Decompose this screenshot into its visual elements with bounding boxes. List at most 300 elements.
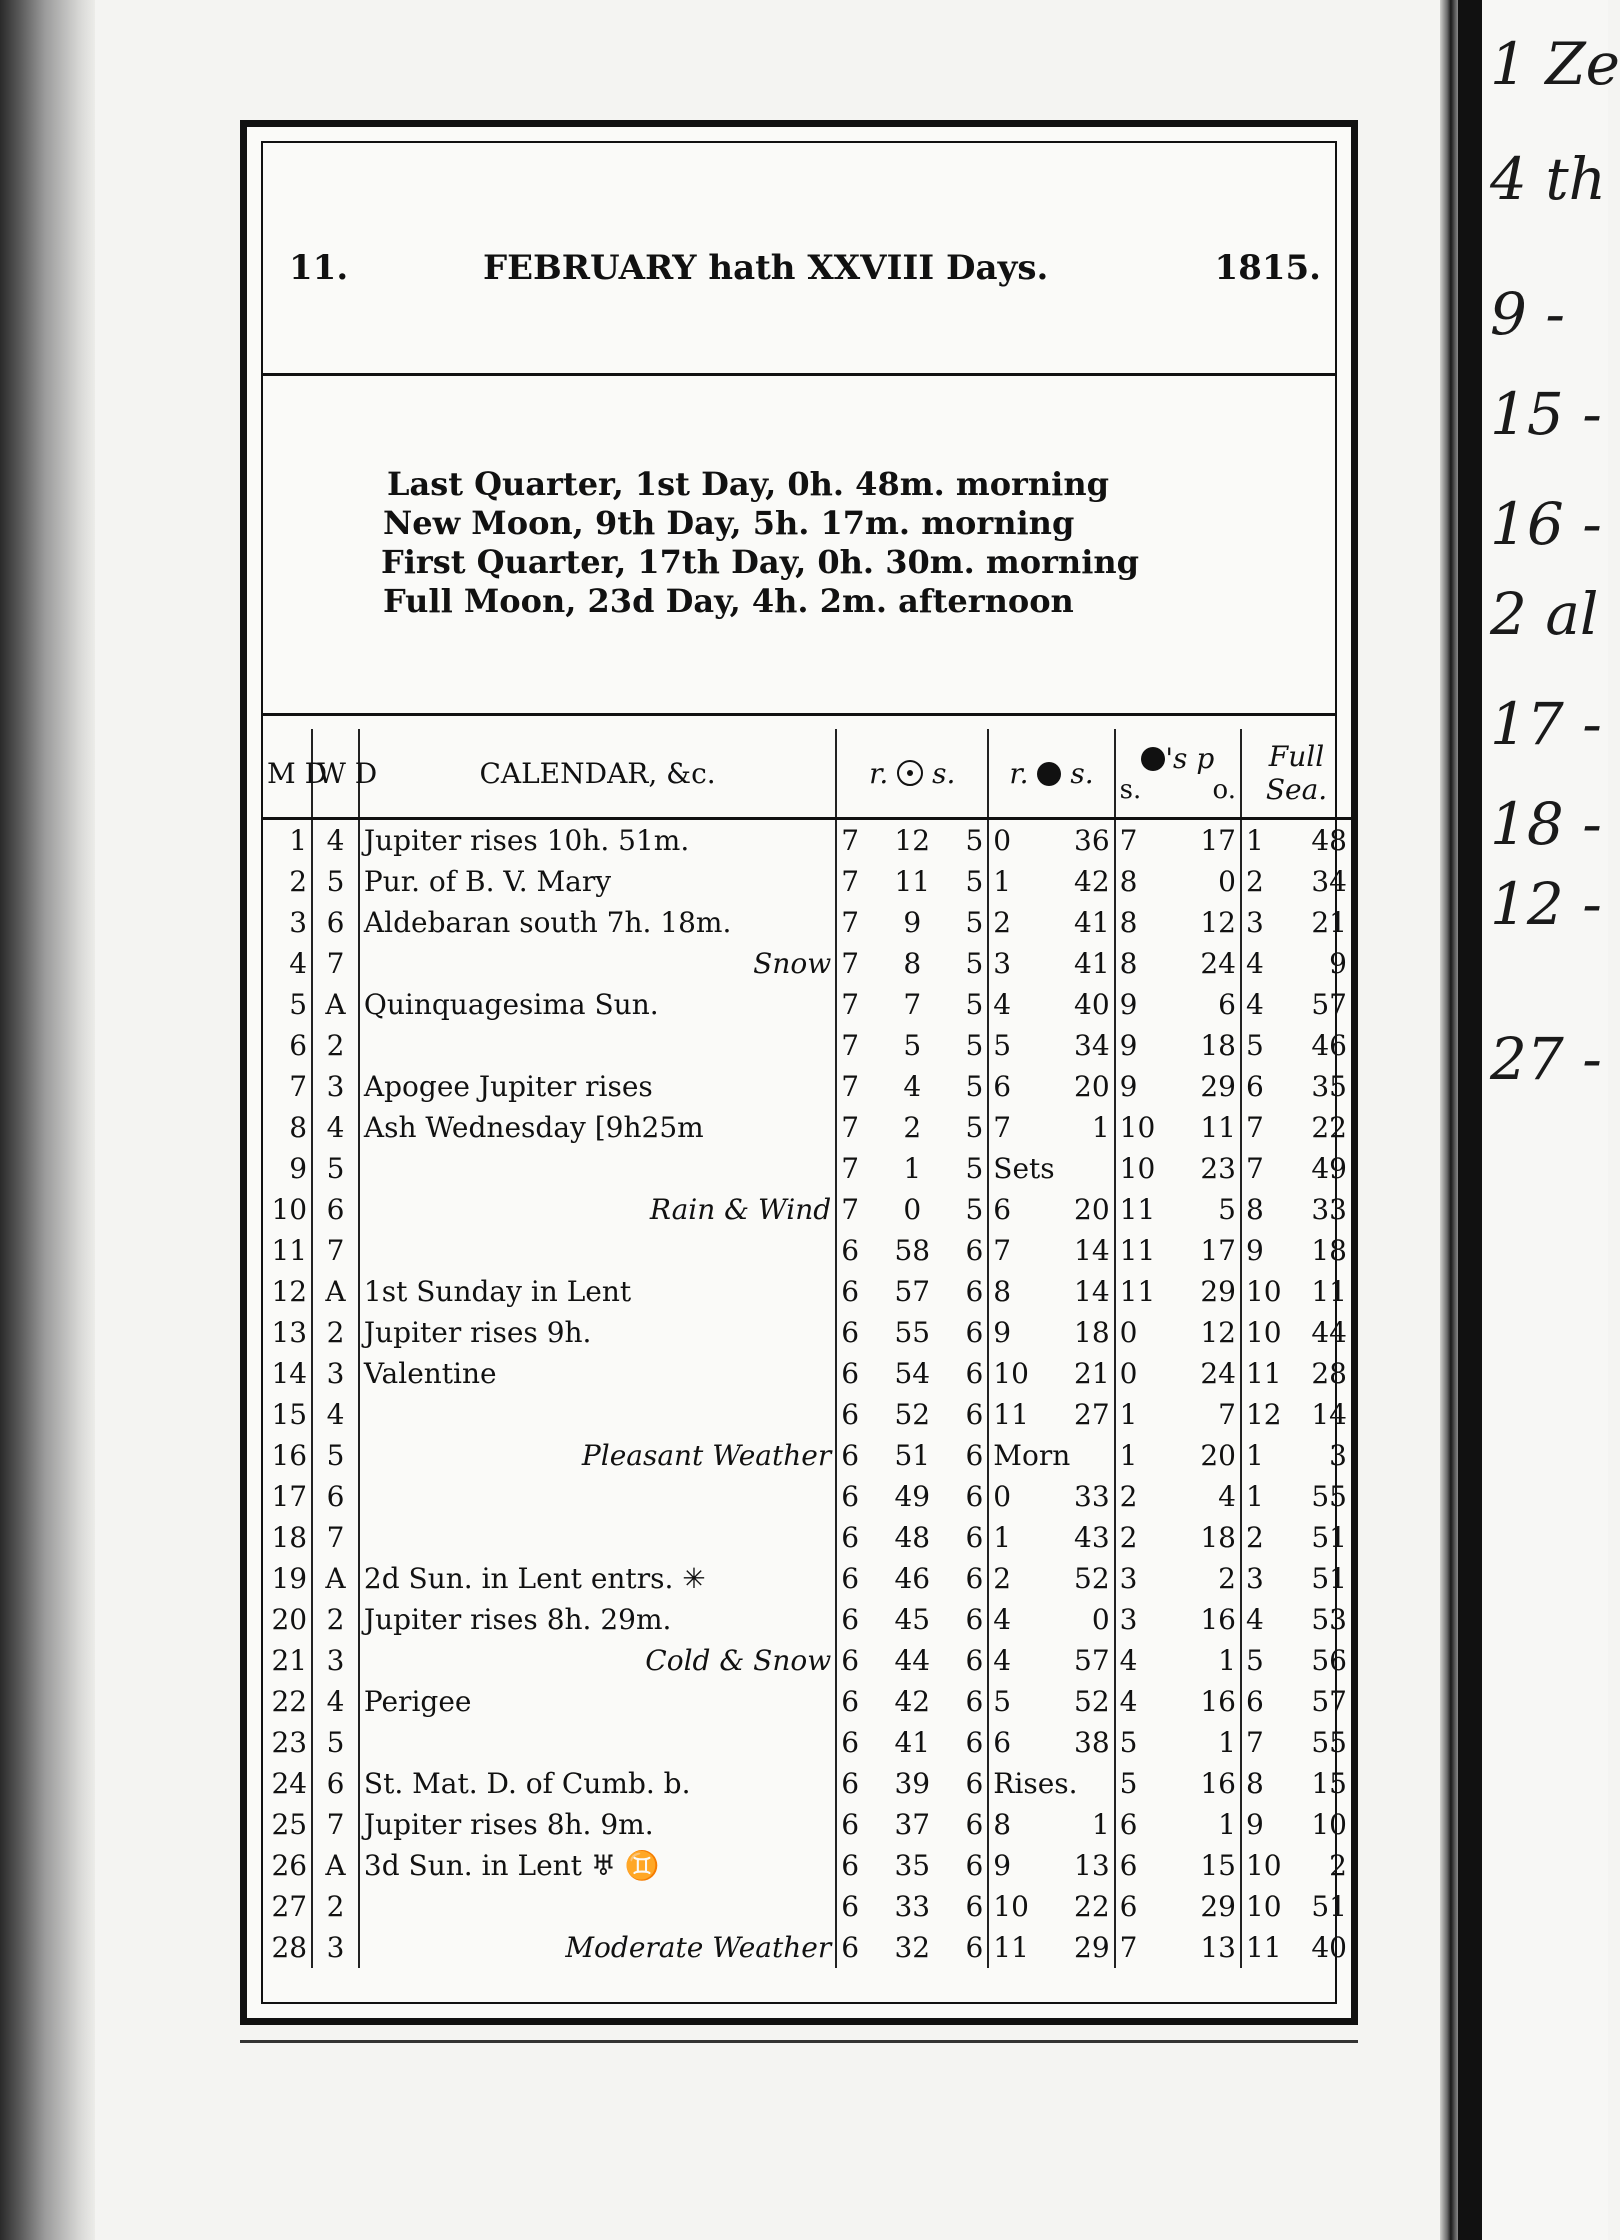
cell-week-day: A: [312, 984, 359, 1025]
sea-min: 15: [1311, 1767, 1347, 1800]
moon-min: 40: [1074, 988, 1110, 1021]
moon-hour: 2: [993, 1562, 1012, 1595]
page-header: [263, 248, 1335, 308]
south-min: 18: [1200, 1029, 1236, 1062]
cell-month-day: 13: [271, 1316, 308, 1349]
cell-moon-south: [1115, 1435, 1241, 1476]
south-hour: 2: [1119, 1480, 1138, 1513]
moon-min: 14: [1074, 1275, 1110, 1308]
cell-moon: [988, 819, 1114, 862]
cell-week-day: 5: [312, 1435, 359, 1476]
cell-full-sea: [1241, 1927, 1351, 1968]
moon-min: 33: [1074, 1480, 1110, 1513]
table-row: [263, 819, 1351, 862]
cell-month-day: 15: [271, 1398, 308, 1431]
almanac-frame: [240, 120, 1358, 2025]
south-hour: 7: [1119, 824, 1138, 857]
cell-calendar-note: Jupiter rises 9h.: [359, 1312, 836, 1353]
moon-icon: [1141, 747, 1165, 771]
cell-full-sea: [1241, 1066, 1351, 1107]
sea-hour: 1: [1245, 824, 1264, 857]
sun-rise-min: 4: [903, 1070, 922, 1103]
south-min: 2: [1218, 1562, 1236, 1595]
cell-sun: [836, 1312, 988, 1353]
sun-rise-min: 39: [894, 1767, 931, 1800]
sun-rise-min: 58: [894, 1234, 931, 1267]
sea-min: 57: [1311, 1685, 1347, 1718]
book-gutter-shadow: [1458, 0, 1482, 2240]
cell-month-day: 28: [271, 1931, 308, 1964]
moon-min: 20: [1074, 1193, 1110, 1226]
sea-min: 44: [1311, 1316, 1347, 1349]
cell-moon: [988, 1435, 1114, 1476]
cell-sun: [836, 1558, 988, 1599]
sun-rise-hour: 7: [841, 988, 860, 1021]
moon-phases: [381, 465, 1139, 621]
sea-min: 3: [1329, 1439, 1347, 1472]
sun-set-hour: 6: [965, 1808, 984, 1841]
page-number: 11.: [289, 248, 349, 288]
table-row: [263, 1722, 1351, 1763]
cell-calendar-note: Perigee: [359, 1681, 836, 1722]
south-hour: 9: [1119, 988, 1138, 1021]
sun-rise-min: 57: [894, 1275, 931, 1308]
cell-moon-south: [1115, 1640, 1241, 1681]
moon-min: 41: [1074, 947, 1110, 980]
cell-moon-south: [1115, 1558, 1241, 1599]
south-min: 7: [1218, 1398, 1236, 1431]
cell-moon: [988, 943, 1114, 984]
cell-full-sea: [1241, 1189, 1351, 1230]
cell-calendar-note: [359, 1886, 836, 1927]
moon-min: 57: [1074, 1644, 1110, 1677]
south-min: 12: [1200, 906, 1236, 939]
sea-hour: 9: [1245, 1808, 1264, 1841]
cell-sun: [836, 902, 988, 943]
cell-sun: [836, 819, 988, 862]
sun-rise-min: 1: [903, 1152, 922, 1185]
moon-hour: 5: [993, 1029, 1012, 1062]
south-hour: 6: [1119, 1890, 1138, 1923]
south-min: 29: [1200, 1275, 1236, 1308]
south-min: 16: [1200, 1767, 1236, 1800]
sun-rise-label: r.: [869, 756, 889, 790]
moon-hour: Sets: [993, 1152, 1055, 1185]
moon-hour: 4: [993, 988, 1012, 1021]
cell-month-day: 16: [271, 1439, 308, 1472]
cell-moon: [988, 1886, 1114, 1927]
sea-hour: 10: [1245, 1890, 1282, 1923]
moon-min: 1: [1091, 1111, 1110, 1144]
cell-calendar-note: [359, 1025, 836, 1066]
page-title: FEBRUARY hath XXVIII Days.: [483, 248, 1049, 288]
sun-rise-min: 7: [903, 988, 922, 1021]
cell-sun: [836, 1845, 988, 1886]
sun-rise-min: 49: [894, 1480, 931, 1513]
header-rule: [263, 373, 1335, 376]
cell-calendar-note: [359, 1394, 836, 1435]
moon-phase: Full Moon, 23d Day, 4h. 2m. afternoon: [383, 582, 1074, 620]
moon-min: 21: [1074, 1357, 1110, 1390]
south-hour: 5: [1119, 1726, 1138, 1759]
moon-hour: Rises.: [993, 1767, 1078, 1800]
cell-full-sea: [1241, 1804, 1351, 1845]
sun-set-hour: 5: [965, 988, 984, 1021]
moon-min: 52: [1074, 1685, 1110, 1718]
sun-rise-hour: 7: [841, 824, 860, 857]
cell-full-sea: [1241, 1722, 1351, 1763]
cell-month-day: 18: [271, 1521, 308, 1554]
moon-hour: 0: [993, 1480, 1012, 1513]
cell-week-day: 7: [312, 1230, 359, 1271]
cell-moon-south: [1115, 902, 1241, 943]
sun-icon: [897, 760, 923, 786]
south-min: 4: [1218, 1480, 1236, 1513]
sun-rise-min: 9: [903, 906, 922, 939]
cell-calendar-note: Moderate Weather: [359, 1927, 836, 1968]
cell-week-day: 7: [312, 1804, 359, 1845]
sun-rise-min: 55: [894, 1316, 931, 1349]
sea-hour: 4: [1245, 1603, 1264, 1636]
sea-min: 35: [1311, 1070, 1347, 1103]
cell-moon-south: [1115, 1025, 1241, 1066]
table-header-row: [263, 729, 1351, 819]
cell-calendar-note: Ash Wednesday [9h25m: [359, 1107, 836, 1148]
sea-hour: 5: [1245, 1029, 1264, 1062]
sun-rise-hour: 6: [841, 1480, 860, 1513]
sun-rise-min: 48: [894, 1521, 931, 1554]
south-hour: 5: [1119, 1767, 1138, 1800]
cell-full-sea: [1241, 1558, 1351, 1599]
cell-month-day: 7: [289, 1070, 308, 1103]
moon-min: 20: [1074, 1070, 1110, 1103]
table-row: [263, 902, 1351, 943]
south-hour: 11: [1119, 1193, 1156, 1226]
cell-calendar-note: Quinquagesima Sun.: [359, 984, 836, 1025]
sea-hour: 11: [1245, 1931, 1282, 1964]
cell-moon: [988, 984, 1114, 1025]
moon-min: 13: [1074, 1849, 1110, 1882]
page-year: 1815.: [1214, 248, 1321, 288]
table-row: [263, 1271, 1351, 1312]
moon-hour: Morn: [993, 1439, 1071, 1472]
cell-full-sea: [1241, 819, 1351, 862]
moon-hour: 9: [993, 1849, 1012, 1882]
south-min: 20: [1200, 1439, 1236, 1472]
cell-full-sea: [1241, 1763, 1351, 1804]
south-min: 29: [1200, 1890, 1236, 1923]
cell-calendar-note: [359, 1230, 836, 1271]
cell-moon-south: [1115, 1845, 1241, 1886]
south-hour: 9: [1119, 1070, 1138, 1103]
moon-min: 18: [1074, 1316, 1110, 1349]
south-top-label: 's p: [1165, 741, 1215, 775]
sun-set-hour: 5: [965, 1070, 984, 1103]
moon-hour: 4: [993, 1603, 1012, 1636]
sea-hour: 8: [1245, 1767, 1264, 1800]
sea-min: 51: [1311, 1562, 1347, 1595]
cell-sun: [836, 1886, 988, 1927]
cell-sun: [836, 1107, 988, 1148]
sea-hour: 6: [1245, 1070, 1264, 1103]
south-hour: 4: [1119, 1685, 1138, 1718]
cell-full-sea: [1241, 1025, 1351, 1066]
cell-full-sea: [1241, 1476, 1351, 1517]
cell-week-day: 4: [312, 819, 359, 862]
sea-min: 51: [1311, 1521, 1347, 1554]
moon-min: 41: [1074, 906, 1110, 939]
sea-hour: 10: [1245, 1849, 1282, 1882]
cell-full-sea: [1241, 1640, 1351, 1681]
cell-moon-south: [1115, 1353, 1241, 1394]
table-row: [263, 1476, 1351, 1517]
cell-week-day: 5: [312, 1148, 359, 1189]
cell-full-sea: [1241, 1312, 1351, 1353]
sea-min: 48: [1311, 824, 1347, 857]
cell-sun: [836, 1148, 988, 1189]
cell-week-day: 3: [312, 1640, 359, 1681]
cell-month-day: 19: [271, 1562, 308, 1595]
cell-moon-south: [1115, 1681, 1241, 1722]
sun-rise-min: 0: [903, 1193, 922, 1226]
cell-week-day: 3: [312, 1066, 359, 1107]
south-hour: 2: [1119, 1521, 1138, 1554]
cell-week-day: A: [312, 1271, 359, 1312]
sea-min: 21: [1311, 906, 1347, 939]
cell-week-day: 6: [312, 1476, 359, 1517]
sun-set-hour: 6: [965, 1603, 984, 1636]
sun-rise-hour: 6: [841, 1644, 860, 1677]
moon-hour: 4: [993, 1644, 1012, 1677]
cell-month-day: 10: [271, 1193, 308, 1226]
south-min: 5: [1218, 1193, 1236, 1226]
cell-full-sea: [1241, 902, 1351, 943]
cell-moon-south: [1115, 861, 1241, 902]
cell-full-sea: [1241, 1230, 1351, 1271]
table-row: [263, 1558, 1351, 1599]
phases-rule: [263, 713, 1335, 716]
moon-hour: 11: [993, 1398, 1029, 1431]
moon-hour: 2: [993, 906, 1012, 939]
sea-min: 56: [1311, 1644, 1347, 1677]
sun-rise-hour: 6: [841, 1931, 860, 1964]
cell-moon: [988, 1722, 1114, 1763]
cell-full-sea: [1241, 1107, 1351, 1148]
south-min: 12: [1200, 1316, 1236, 1349]
sun-set-hour: 6: [965, 1849, 984, 1882]
sun-rise-min: 42: [894, 1685, 931, 1718]
table-row: [263, 1886, 1351, 1927]
book-gutter: [1440, 0, 1458, 2240]
south-min: 0: [1218, 865, 1236, 898]
sea-min: 14: [1311, 1398, 1347, 1431]
table-row: [263, 1189, 1351, 1230]
cell-moon-south: [1115, 1927, 1241, 1968]
cell-moon: [988, 1927, 1114, 1968]
sea-min: 51: [1311, 1890, 1347, 1923]
cell-month-day: 25: [271, 1808, 308, 1841]
cell-month-day: 14: [271, 1357, 308, 1390]
sea-hour: 3: [1245, 906, 1264, 939]
cell-sun: [836, 984, 988, 1025]
margin-note: 18 -: [1490, 790, 1602, 858]
sea-min: 46: [1311, 1029, 1347, 1062]
sun-rise-hour: 6: [841, 1521, 860, 1554]
cell-sun: [836, 1927, 988, 1968]
sun-rise-hour: 6: [841, 1726, 860, 1759]
cell-moon-south: [1115, 1271, 1241, 1312]
sea-hour: 4: [1245, 988, 1264, 1021]
cell-sun: [836, 1722, 988, 1763]
south-min: 1: [1218, 1644, 1236, 1677]
margin-note: 4 th: [1490, 145, 1606, 213]
moon-hour: 6: [993, 1726, 1012, 1759]
cell-week-day: A: [312, 1845, 359, 1886]
moon-hour: 11: [993, 1931, 1029, 1964]
moon-hour: 5: [993, 1685, 1012, 1718]
cell-calendar-note: Valentine: [359, 1353, 836, 1394]
sea-min: 33: [1311, 1193, 1347, 1226]
cell-sun: [836, 1517, 988, 1558]
table-row: [263, 1394, 1351, 1435]
moon-phase: Last Quarter, 1st Day, 0h. 48m. morning: [387, 465, 1109, 503]
table-row: [263, 861, 1351, 902]
sun-rise-min: 5: [903, 1029, 922, 1062]
cell-calendar-note: Aldebaran south 7h. 18m.: [359, 902, 836, 943]
margin-note: 1 Ze: [1490, 30, 1620, 98]
sun-set-hour: 6: [965, 1480, 984, 1513]
table-row: [263, 984, 1351, 1025]
calendar-table: [263, 729, 1351, 1968]
cell-full-sea: [1241, 1435, 1351, 1476]
cell-moon-south: [1115, 1517, 1241, 1558]
cell-calendar-note: Cold & Snow: [359, 1640, 836, 1681]
cell-moon-south: [1115, 1599, 1241, 1640]
sea-min: 10: [1311, 1808, 1347, 1841]
moon-hour: 8: [993, 1275, 1012, 1308]
cell-month-day: 2: [289, 865, 308, 898]
page-bottom-rule: [240, 2040, 1358, 2043]
sea-hour: 9: [1245, 1234, 1264, 1267]
table-row: [263, 1927, 1351, 1968]
sea-min: 40: [1311, 1931, 1347, 1964]
sea-hour: 4: [1245, 947, 1264, 980]
sun-set-label: s.: [932, 756, 956, 790]
sun-rise-hour: 7: [841, 865, 860, 898]
south-hour: 8: [1119, 906, 1138, 939]
sun-rise-min: 41: [894, 1726, 931, 1759]
sun-rise-min: 52: [894, 1398, 931, 1431]
cell-calendar-note: 2d Sun. in Lent entrs. ✳: [359, 1558, 836, 1599]
table-row: [263, 1066, 1351, 1107]
sea-hour: 2: [1245, 1521, 1264, 1554]
moon-hour: 9: [993, 1316, 1012, 1349]
moon-phase: First Quarter, 17th Day, 0h. 30m. morning: [381, 543, 1139, 581]
sun-rise-min: 12: [894, 824, 931, 857]
sun-rise-min: 51: [894, 1439, 931, 1472]
cell-sun: [836, 1230, 988, 1271]
cell-moon-south: [1115, 1763, 1241, 1804]
south-hour: 9: [1119, 1029, 1138, 1062]
south-min: 18: [1200, 1521, 1236, 1554]
south-hour: 8: [1119, 947, 1138, 980]
cell-week-day: 7: [312, 1517, 359, 1558]
south-hour: 0: [1119, 1316, 1138, 1349]
moon-hour: 1: [993, 865, 1012, 898]
sea-hour: 12: [1245, 1398, 1282, 1431]
cell-moon-south: [1115, 1804, 1241, 1845]
sun-rise-hour: 6: [841, 1275, 860, 1308]
moon-set-label: s.: [1070, 756, 1094, 790]
moon-hour: 10: [993, 1357, 1029, 1390]
cell-month-day: 8: [289, 1111, 308, 1144]
south-min: 24: [1200, 947, 1236, 980]
moon-hour: 6: [993, 1193, 1012, 1226]
sun-set-hour: 6: [965, 1521, 984, 1554]
cell-sun: [836, 1353, 988, 1394]
moon-rise-label: r.: [1009, 756, 1029, 790]
sea-min: 34: [1311, 865, 1347, 898]
cell-moon-south: [1115, 819, 1241, 862]
sun-rise-min: 37: [894, 1808, 931, 1841]
south-hour: 4: [1119, 1644, 1138, 1677]
cell-moon: [988, 1599, 1114, 1640]
moon-min: 1: [1091, 1808, 1110, 1841]
table-row: [263, 1148, 1351, 1189]
moon-min: 22: [1074, 1890, 1110, 1923]
cell-week-day: 7: [312, 943, 359, 984]
cell-month-day: 22: [271, 1685, 308, 1718]
cell-week-day: 3: [312, 1353, 359, 1394]
cell-week-day: 6: [312, 902, 359, 943]
sea-hour: 1: [1245, 1439, 1264, 1472]
cell-moon: [988, 1517, 1114, 1558]
cell-sun: [836, 1804, 988, 1845]
margin-note: 16 -: [1490, 490, 1602, 558]
cell-full-sea: [1241, 984, 1351, 1025]
cell-sun: [836, 1271, 988, 1312]
cell-month-day: 1: [289, 824, 308, 857]
cell-sun: [836, 1189, 988, 1230]
cell-month-day: 5: [289, 988, 308, 1021]
sun-set-hour: 6: [965, 1931, 984, 1964]
sun-set-hour: 5: [965, 906, 984, 939]
sun-rise-min: 11: [894, 865, 931, 898]
table-row: [263, 1599, 1351, 1640]
cell-moon: [988, 1640, 1114, 1681]
sea-hour: 5: [1245, 1644, 1264, 1677]
sea-min: 57: [1311, 988, 1347, 1021]
cell-calendar-note: Jupiter rises 8h. 29m.: [359, 1599, 836, 1640]
cell-moon: [988, 1558, 1114, 1599]
cell-full-sea: [1241, 1845, 1351, 1886]
col-sun: [836, 729, 988, 819]
cell-moon: [988, 1845, 1114, 1886]
sun-set-hour: 6: [965, 1644, 984, 1677]
cell-month-day: 17: [271, 1480, 308, 1513]
sun-set-hour: 6: [965, 1562, 984, 1595]
south-min: 15: [1200, 1849, 1236, 1882]
moon-min: 42: [1074, 865, 1110, 898]
sea-hour: 1: [1245, 1480, 1264, 1513]
moon-min: 0: [1091, 1603, 1110, 1636]
cell-full-sea: [1241, 1271, 1351, 1312]
cell-month-day: 27: [271, 1890, 308, 1923]
sun-rise-hour: 6: [841, 1603, 860, 1636]
sun-rise-min: 46: [894, 1562, 931, 1595]
sun-set-hour: 5: [965, 947, 984, 980]
cell-month-day: 4: [289, 947, 308, 980]
